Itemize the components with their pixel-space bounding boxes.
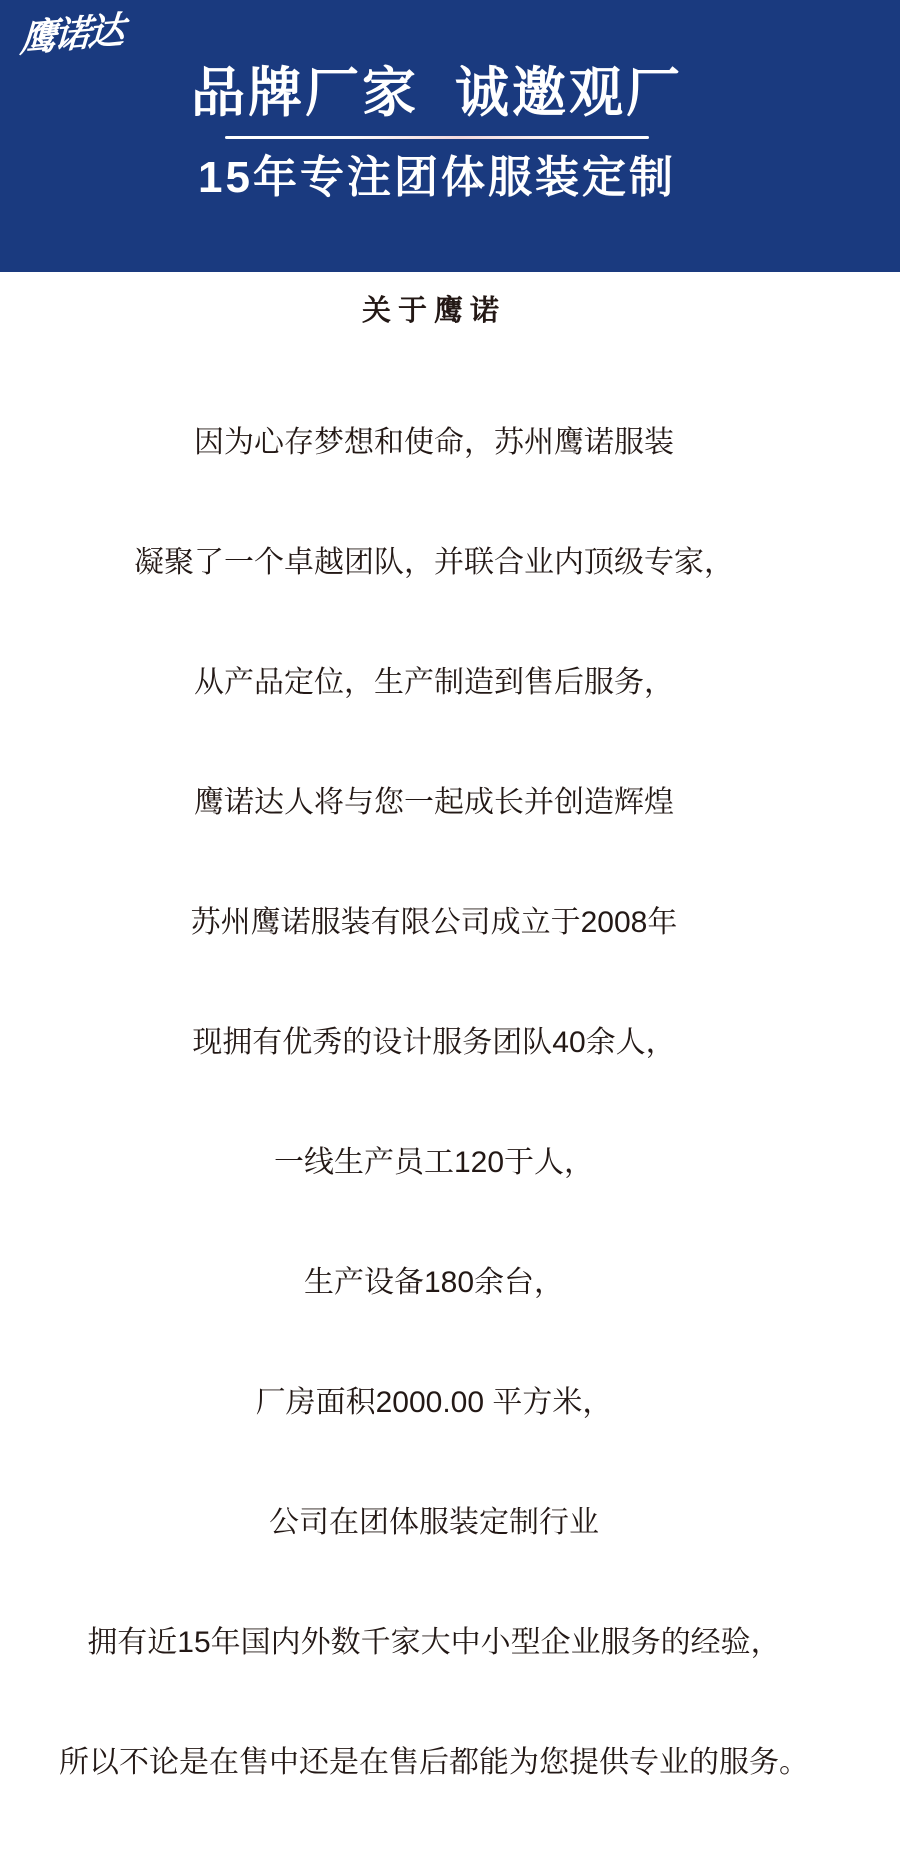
banner-subtitle: 15年专注团体服装定制 (198, 153, 676, 203)
about-text-line: 从产品定位，生产制造到售后服务， (194, 665, 674, 699)
about-text-line: 拥有近15年国内外数千家大中小型企业服务的经验， (87, 1625, 781, 1659)
about-text-line: 因为心存梦想和使命，苏州鹰诺服装 (194, 425, 674, 459)
banner (0, 0, 900, 272)
about-text-line: 一线生产员工120于人， (273, 1145, 595, 1179)
about-text (0, 343, 884, 1863)
about-text-line: 公司在团体服装定制行业 (269, 1505, 599, 1539)
brand-logo: 鹰诺达 (18, 9, 123, 60)
about-text-line: 现拥有优秀的设计服务团队40余人， (192, 1025, 676, 1059)
about-text-line: 鹰诺达人将与您一起成长并创造辉煌 (194, 785, 674, 819)
about-text-line: 凝聚了一个卓越团队，并联合业内顶级专家， (134, 545, 734, 579)
about-text-line: 生产设备180余台， (303, 1265, 565, 1299)
about-section (0, 294, 884, 1863)
banner-title: 品牌厂家 诚邀观厂 (190, 63, 683, 123)
banner-content (0, 0, 887, 202)
about-text-line: 厂房面积2000.00 平方米， (255, 1385, 613, 1419)
about-text-line: 苏州鹰诺服装有限公司成立于2008年 (190, 905, 678, 939)
banner-divider (225, 136, 649, 139)
about-heading: 关于鹰诺 (361, 295, 506, 327)
about-text-line: 所以不论是在售中还是在售后都能为您提供专业的服务。 (59, 1745, 809, 1779)
